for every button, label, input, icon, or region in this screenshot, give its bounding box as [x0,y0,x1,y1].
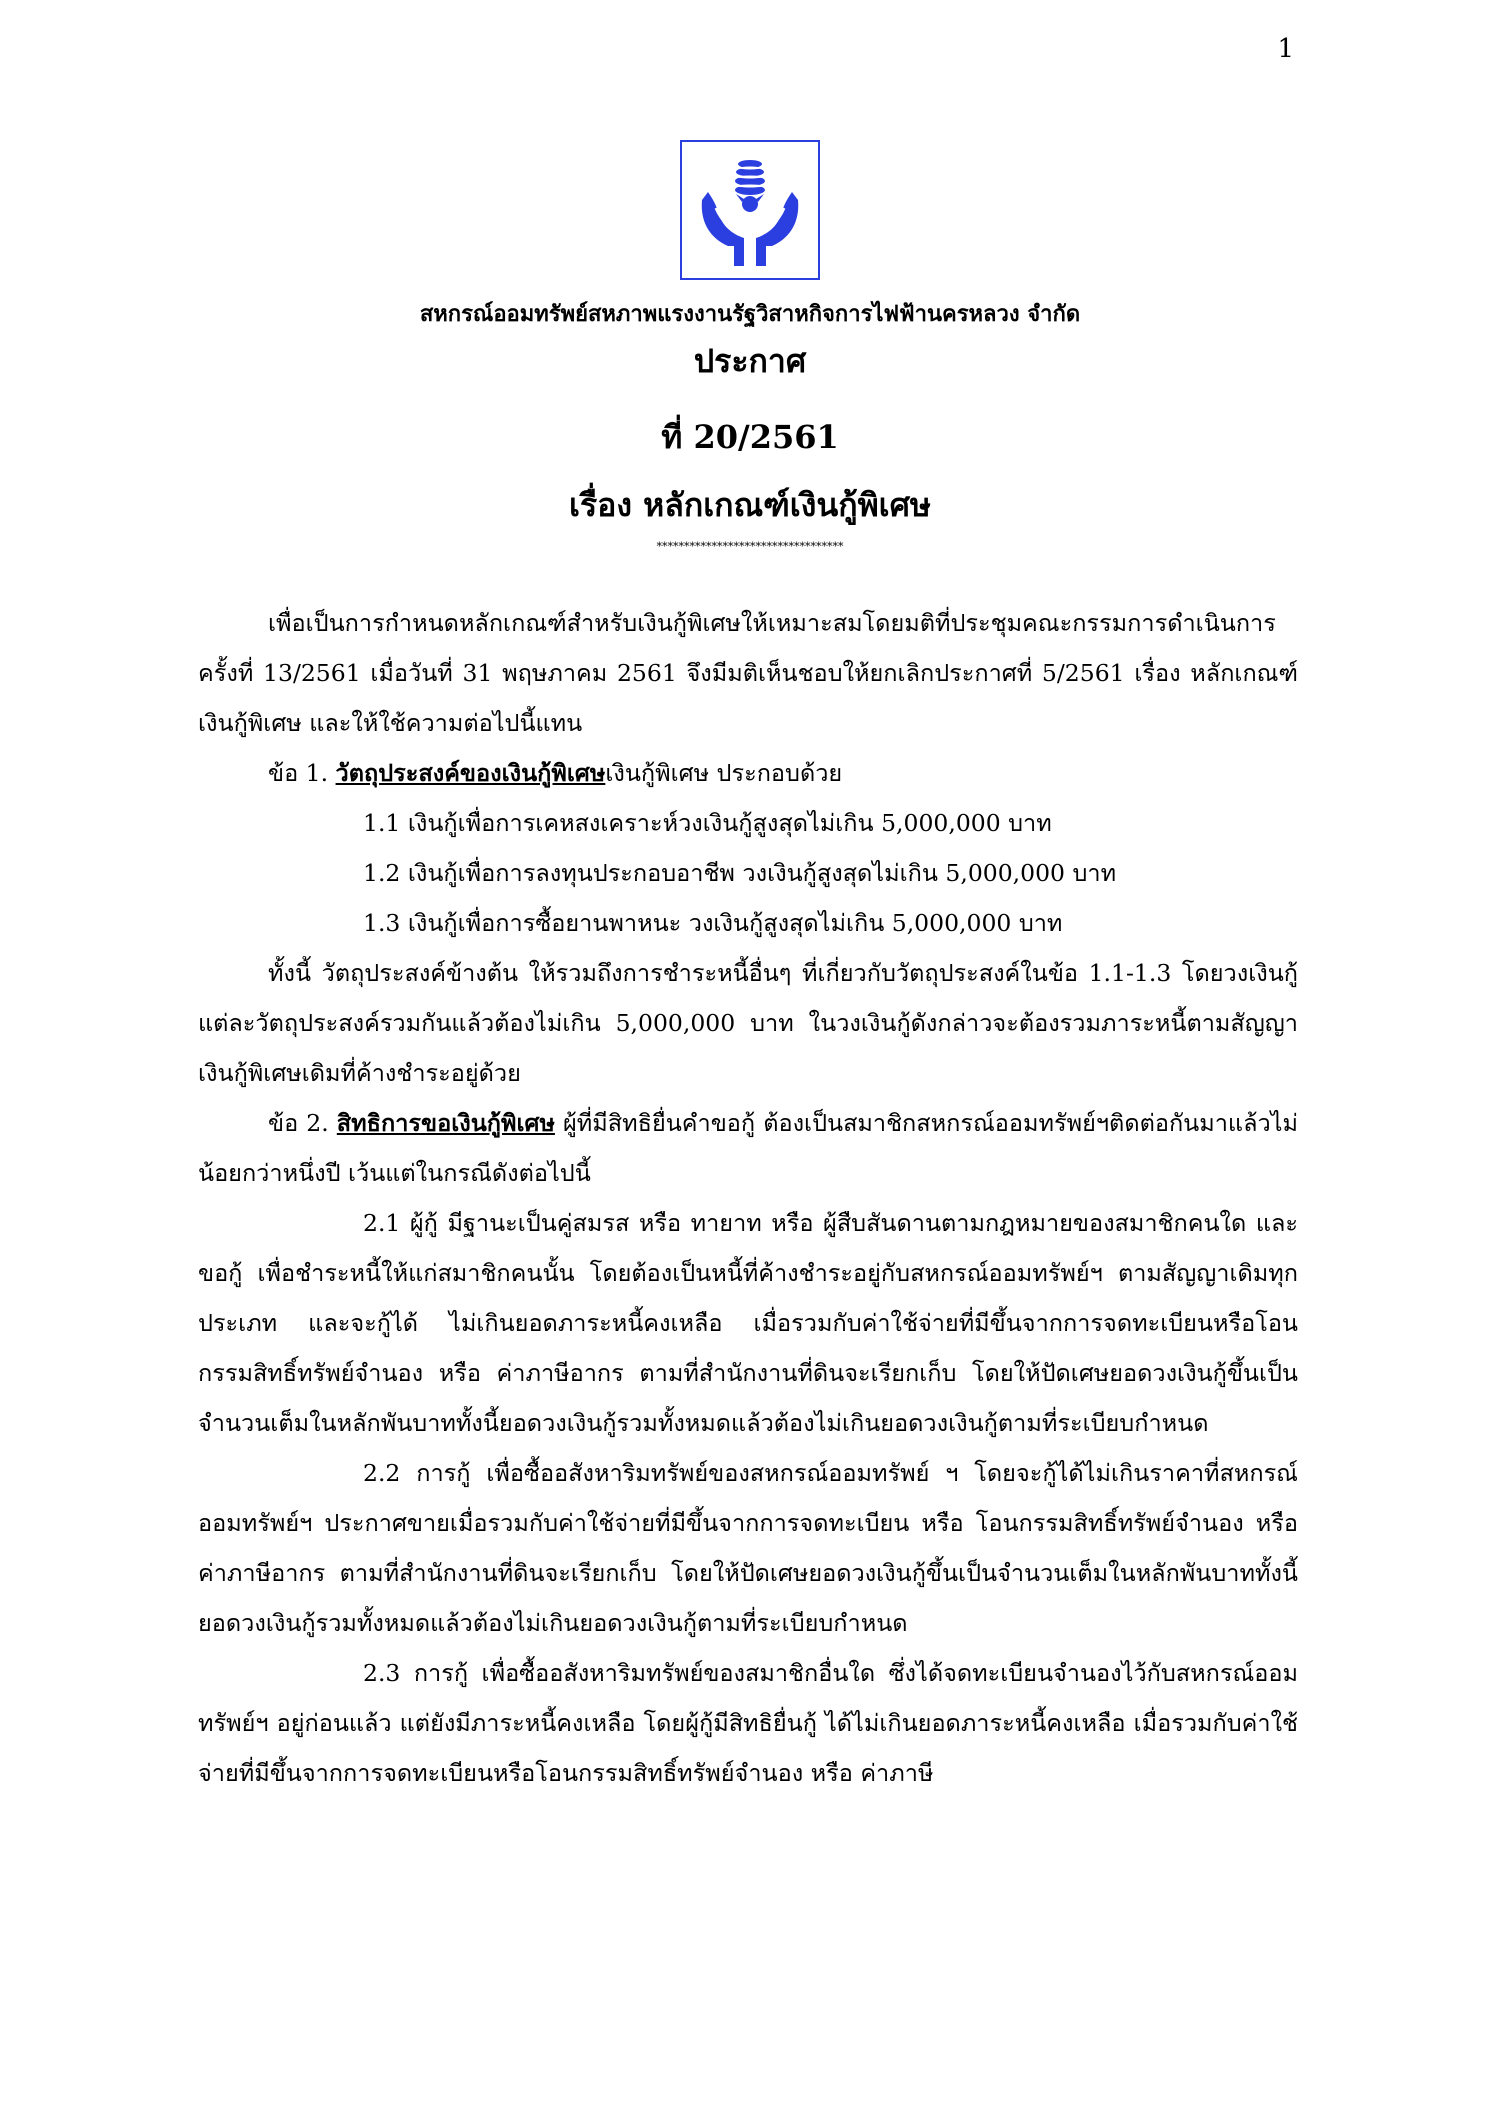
page-number: 1 [1277,34,1294,64]
clause-1-item: 1.1 เงินกู้เพื่อการเคหสงเคราะห์วงเงินกู้สูงสุดไม่เกิน 5,000,000 บาท [363,809,1052,837]
clause-2-title: สิทธิการขอเงินกู้พิเศษ [336,1109,555,1137]
clause-2-item: 2.3 การกู้ เพื่อซื้ออสังหาริมทรัพย์ของสมาชิกอื่นใด ซึ่งได้จดทะเบียนจำนองไว้กับสหกรณ์ออมทรัพย์ฯ อยู่ก่อนแล้ว แต่ยังมีภาระหนี้คงเหลือ โดยผู้กู้มีสิทธิยื่นกู้ ได้ไม่เกินยอดภาระหนี้คงเหลือ เมื่อรวมกับค่าใช้จ่ายที่มีขึ้นจากการจดทะเบียนหรือโอนกรรมสิทธิ์ทรัพย์จำนอง หรือ ค่าภาษี [198,1659,1298,1787]
announcement-title: ประกาศ [693,342,807,380]
announcement-subject: เรื่อง หลักเกณฑ์เงินกู้พิเศษ [569,486,931,524]
cooperative-logo-icon [680,140,820,280]
clause-1-note: ทั้งนี้ วัตถุประสงค์ข้างต้น ให้รวมถึงการชำระหนี้อื่นๆ ที่เกี่ยวกับวัตถุประสงค์ในข้อ 1.1-1.3 โดยวงเงินกู้แต่ละวัตถุประสงค์รวมกันแล้วต้องไม่เกิน 5,000,000 บาท ในวงเงินกู้ดังกล่าวจะต้องรวมภาระหนี้ตามสัญญาเงินกู้พิเศษเดิมที่ค้างชำระอยู่ด้วย [198,959,1298,1087]
clause-1-title: วัตถุประสงค์ของเงินกู้พิเศษ [335,759,606,787]
separator: ********************************** [656,540,844,553]
clause-1-heading: ข้อ 1. วัตถุประสงค์ของเงินกู้พิเศษเงินกู้พิเศษ ประกอบด้วย [268,759,843,787]
clause-2-item: 2.1 ผู้กู้ มีฐานะเป็นคู่สมรส หรือ ทายาท หรือ ผู้สืบสันดานตามกฎหมายของสมาชิกคนใด และขอกู้ เพื่อชำระหนี้ให้แก่สมาชิกคนนั้น โดยต้องเป็นหนี้ที่ค้างชำระอยู่กับสหกรณ์ออมทรัพย์ฯ ตามสัญญาเดิมทุกประเภท และจะกู้ได้ ไม่เกินยอดภาระหนี้คงเหลือ เมื่อรวมกับค่าใช้จ่ายที่มีขึ้นจากการจดทะเบียนหรือโอนกรรมสิทธิ์ทรัพย์จำนอง หรือ ค่าภาษีอากร ตามที่สำนักงานที่ดินจะเรียกเก็บ โดยให้ปัดเศษยอดวงเงินกู้ขึ้นเป็นจำนวนเต็มในหลักพันบาททั้งนี้ยอดวงเงินกู้รวมทั้งหมดแล้วต้องไม่เกินยอดวงเงินกู้ตามที่ระเบียบกำหนด [198,1209,1298,1437]
clause-1-item: 1.3 เงินกู้เพื่อการซื้อยานพาหนะ วงเงินกู้สูงสุดไม่เกิน 5,000,000 บาท [363,909,1063,937]
document-body [198,598,1298,1798]
organization-name: สหกรณ์ออมทรัพย์สหภาพแรงงานรัฐวิสาหกิจการไฟฟ้านครหลวง จำกัด [419,301,1081,327]
intro-paragraph: เพื่อเป็นการกำหนดหลักเกณฑ์สำหรับเงินกู้พิเศษให้เหมาะสมโดยมติที่ประชุมคณะกรรมการดำเนินการ ครั้งที่ 13/2561 เมื่อวันที่ 31 พฤษภาคม 2561 จึงมีมติเห็นชอบให้ยกเลิกประกาศที่ 5/2561 เรื่อง หลักเกณฑ์เงินกู้พิเศษ และให้ใช้ความต่อไปนี้แทน [198,609,1298,737]
announcement-number: ที่ 20/2561 [661,418,839,456]
clause-1-item: 1.2 เงินกู้เพื่อการลงทุนประกอบอาชีพ วงเงินกู้สูงสุดไม่เกิน 5,000,000 บาท [363,859,1117,887]
clause-2-item: 2.2 การกู้ เพื่อซื้ออสังหาริมทรัพย์ของสหกรณ์ออมทรัพย์ ฯ โดยจะกู้ได้ไม่เกินราคาที่สหกรณ์ออมทรัพย์ฯ ประกาศขายเมื่อรวมกับค่าใช้จ่ายที่มีขึ้นจากการจดทะเบียน หรือ โอนกรรมสิทธิ์ทรัพย์จำนอง หรือ ค่าภาษีอากร ตามที่สำนักงานที่ดินจะเรียกเก็บ โดยให้ปัดเศษยอดวงเงินกู้ขึ้นเป็นจำนวนเต็มในหลักพันบาททั้งนี้ยอดวงเงินกู้รวมทั้งหมดแล้วต้องไม่เกินยอดวงเงินกู้ตามที่ระเบียบกำหนด [198,1459,1298,1637]
clause-2-heading: ข้อ 2. สิทธิการขอเงินกู้พิเศษ ผู้ที่มีสิทธิยื่นคำขอกู้ ต้องเป็นสมาชิกสหกรณ์ออมทรัพย์ฯติดต่อกันมาแล้วไม่น้อยกว่าหนึ่งปี เว้นแต่ในกรณีดังต่อไปนี้ [198,1109,1298,1187]
